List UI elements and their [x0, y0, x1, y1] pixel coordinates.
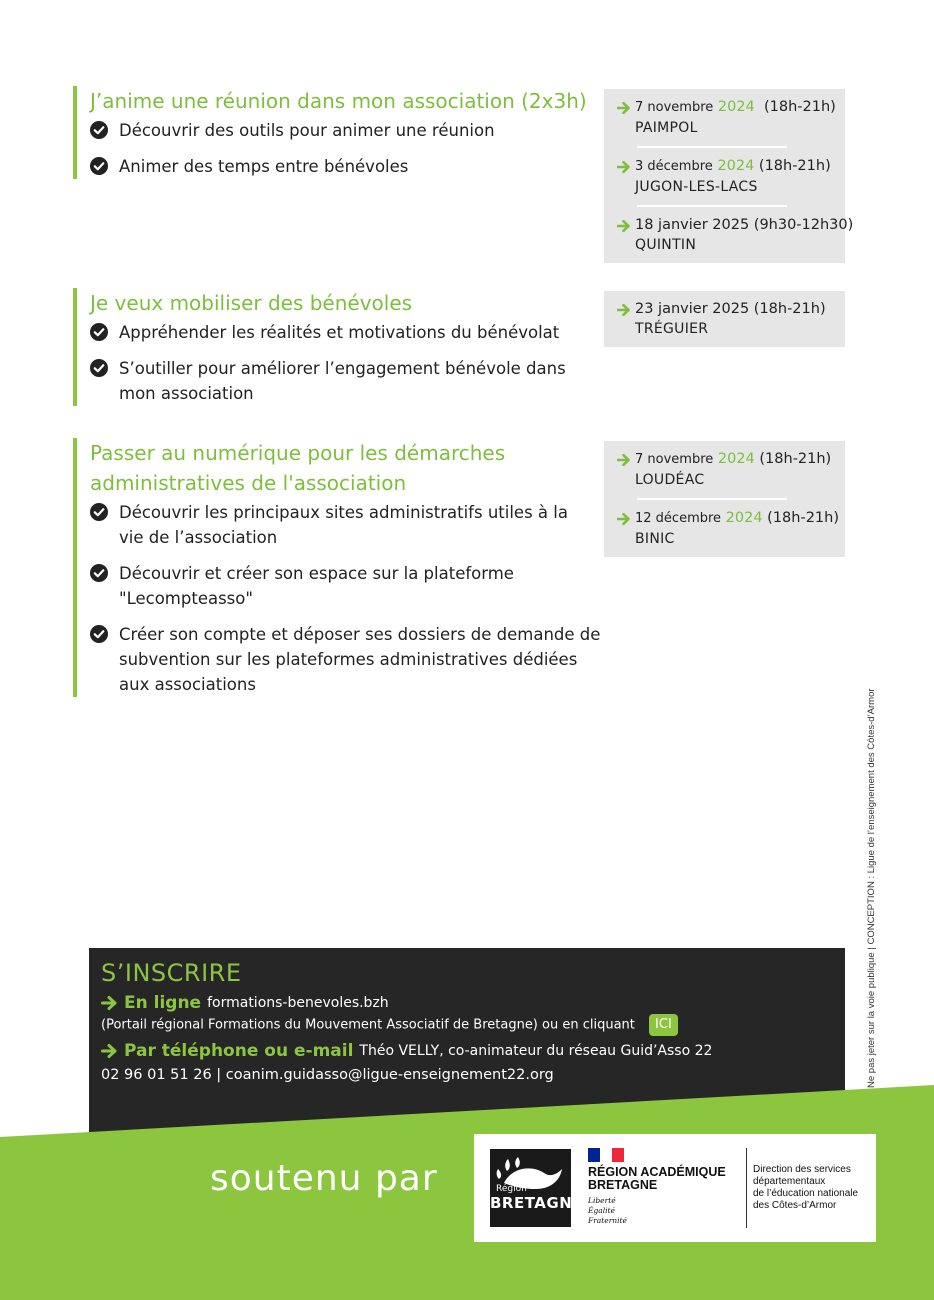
- list-item-text: Découvrir et créer son espace sur la plateforme "Lecompteasso": [119, 564, 514, 608]
- list-item: [90, 500, 600, 550]
- objective-list: [90, 320, 566, 406]
- arrow-right-icon: [617, 512, 631, 526]
- check-circle-icon: [90, 157, 108, 175]
- date-entry: [617, 156, 845, 197]
- list-item: [90, 356, 566, 406]
- list-item: [90, 320, 566, 345]
- list-item-text: Découvrir les principaux sites administratifs utiles à la vie de l’association: [119, 503, 568, 547]
- republic-motto: Liberté Égalité Fraternité: [588, 1196, 627, 1225]
- date-entry: [617, 299, 845, 339]
- dates-panel-benevoles: [604, 291, 845, 347]
- signup-contact-name: Théo VELLY, co-animateur du réseau Guid’Asso 22: [359, 1043, 713, 1059]
- date-line: 3 décembre 2024 (18h-21h): [635, 158, 831, 174]
- signup-title: S’INSCRIRE: [101, 959, 242, 987]
- dates-panel-numerique: [604, 441, 845, 557]
- logo-divider: [746, 1148, 747, 1228]
- section-title: J’anime une réunion dans mon association (2x3h): [90, 89, 587, 113]
- date-city: QUINTIN: [635, 237, 697, 253]
- check-circle-icon: [90, 625, 108, 643]
- date-line: 7 novembre 2024 (18h-21h): [635, 99, 836, 115]
- date-line: 18 janvier 2025 (9h30-12h30): [635, 217, 854, 233]
- arrow-right-icon: [617, 219, 631, 233]
- list-item-text: S’outiller pour améliorer l’engagement bénévole dans mon association: [119, 359, 566, 403]
- list-item-text: Animer des temps entre bénévoles: [119, 157, 409, 176]
- signup-online-url[interactable]: formations-benevoles.bzh: [207, 995, 389, 1011]
- objective-list: [90, 118, 587, 179]
- dsden-label: Direction des services départementaux de l’éducation nationale des Côtes-d’Armor: [753, 1164, 859, 1211]
- date-city: PAIMPOL: [635, 120, 698, 136]
- dates-panel-reunion: [604, 89, 854, 263]
- list-item: [90, 118, 587, 143]
- arrow-right-icon: [101, 1043, 118, 1059]
- region-label: Région: [496, 1184, 527, 1194]
- partner-logos: [474, 1134, 876, 1242]
- signup-portal-line: [101, 1014, 833, 1036]
- academy-name: RÉGION ACADÉMIQUE BRETAGNE: [588, 1165, 726, 1192]
- supported-by-text: soutenu par: [210, 1158, 438, 1199]
- date-city: BINIC: [635, 531, 675, 547]
- date-city: TRÉGUIER: [635, 321, 709, 337]
- section-title: Passer au numérique pour les démarches administratives de l'association: [90, 441, 506, 495]
- signup-contact-details[interactable]: 02 96 01 51 26 | coanim.guidasso@ligue-enseignement22.org: [101, 1067, 554, 1083]
- check-circle-icon: [90, 121, 108, 139]
- signup-online-row: [101, 992, 833, 1014]
- signup-phone-label: Par téléphone ou e-mail: [124, 1041, 354, 1061]
- section-title: Je veux mobiliser des bénévoles: [90, 291, 413, 315]
- check-circle-icon: [90, 359, 108, 377]
- signup-portal-text: (Portail régional Formations du Mouvement Associatif de Bretagne) ou en cliquant: [101, 1017, 635, 1033]
- list-item-text: Appréhender les réalités et motivations du bénévolat: [119, 323, 560, 342]
- arrow-right-icon: [617, 101, 631, 115]
- date-line: 7 novembre 2024 (18h-21h): [635, 451, 832, 467]
- objective-list: [90, 500, 600, 697]
- list-item-text: Créer son compte et déposer ses dossiers de demande de subvention sur les plateformes administratives dédiées aux associations: [119, 625, 601, 694]
- french-flag-icon: [588, 1148, 624, 1162]
- date-entry: [617, 97, 845, 138]
- date-line: 12 décembre 2024 (18h-21h): [635, 510, 839, 526]
- date-city: JUGON-LES-LACS: [635, 179, 758, 195]
- date-city: LOUDÉAC: [635, 472, 705, 488]
- arrow-right-icon: [617, 160, 631, 174]
- date-entry: [617, 449, 845, 490]
- section-reunion: [73, 86, 587, 179]
- date-line: 23 janvier 2025 (18h-21h): [635, 301, 826, 317]
- bretagne-label: BRETAGNE: [490, 1194, 584, 1212]
- section-benevoles: [73, 288, 566, 406]
- list-item: [90, 561, 600, 611]
- arrow-right-icon: [101, 995, 118, 1011]
- list-item-text: Découvrir des outils pour animer une réunion: [119, 121, 495, 140]
- date-entry: [617, 215, 854, 255]
- list-item: [90, 154, 587, 179]
- arrow-right-icon: [617, 303, 631, 317]
- check-circle-icon: [90, 503, 108, 521]
- ici-button[interactable]: ICI: [649, 1014, 678, 1036]
- section-numerique: [73, 438, 600, 697]
- check-circle-icon: [90, 323, 108, 341]
- signup-online-label: En ligne: [124, 993, 202, 1013]
- check-circle-icon: [90, 564, 108, 582]
- signup-phone-row: [101, 1040, 833, 1062]
- date-entry: [617, 508, 845, 549]
- conception-credit: Ne pas jeter sur la voie publique | CONCEPTION : Ligue de l’enseignement des Côtes-d’Armor: [866, 688, 877, 1088]
- list-item: [90, 622, 600, 697]
- arrow-right-icon: [617, 453, 631, 467]
